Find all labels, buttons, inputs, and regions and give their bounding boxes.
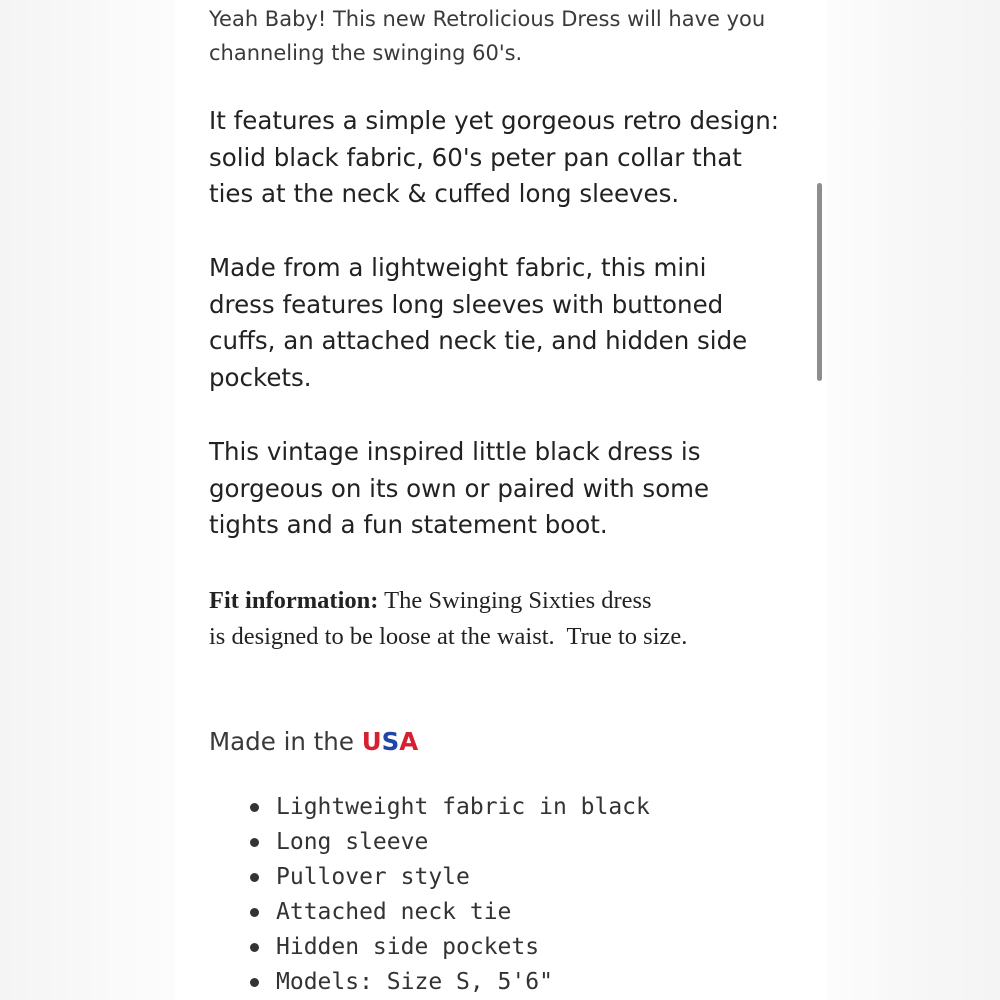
usa-letter-a: A bbox=[399, 727, 419, 756]
paragraph-line: gorgeous on its own or paired with some bbox=[209, 473, 710, 503]
intro-line: Yeah Baby! This new Retrolicious Dress will have you bbox=[209, 7, 766, 31]
fit-label: Fit information: bbox=[209, 587, 379, 614]
bullet-icon bbox=[250, 803, 259, 812]
paragraph-line: dress features long sleeves with buttoned bbox=[209, 289, 724, 319]
paragraph-line: pockets. bbox=[209, 362, 312, 392]
feature-text: Lightweight fabric in black bbox=[276, 794, 650, 820]
intro-line: channeling the swinging 60's. bbox=[209, 41, 523, 65]
bullet-icon bbox=[250, 838, 259, 847]
feature-text: Pullover style bbox=[276, 864, 470, 890]
paragraph-line: This vintage inspired little black dress is bbox=[209, 437, 701, 466]
fit-text: The Swinging Sixties dress bbox=[384, 587, 652, 614]
made-in-prefix: Made in the bbox=[209, 727, 362, 756]
feature-text: Models: Size S, 5'6" bbox=[276, 969, 553, 995]
intro-text bbox=[209, 2, 799, 70]
list-item bbox=[209, 860, 650, 895]
made-in-usa bbox=[209, 722, 418, 762]
list-item bbox=[209, 930, 650, 965]
design-paragraph bbox=[209, 103, 799, 213]
fit-text: is designed to be loose at the waist. True to size. bbox=[209, 623, 688, 650]
usa-letter-u: U bbox=[361, 727, 382, 756]
product-description-panel bbox=[176, 0, 826, 1000]
paragraph-line: cuffs, an attached neck tie, and hidden side bbox=[209, 326, 748, 355]
list-item bbox=[209, 790, 650, 825]
bullet-icon bbox=[250, 908, 259, 917]
paragraph-line: solid black fabric, 60's peter pan collar that bbox=[209, 142, 742, 172]
bullet-icon bbox=[250, 978, 259, 987]
styling-paragraph bbox=[209, 434, 799, 544]
paragraph-line: ties at the neck & cuffed long sleeves. bbox=[209, 179, 680, 208]
feature-text: Long sleeve bbox=[276, 829, 429, 855]
paragraph-line: It features a simple yet gorgeous retro design: bbox=[209, 106, 779, 135]
fit-information bbox=[209, 583, 769, 655]
bullet-icon bbox=[250, 943, 259, 952]
bullet-icon bbox=[250, 873, 259, 882]
scrollbar-thumb[interactable] bbox=[817, 183, 822, 381]
list-item bbox=[209, 825, 650, 860]
feature-text: Hidden side pockets bbox=[276, 934, 540, 960]
paragraph-line: tights and a fun statement boot. bbox=[209, 510, 608, 539]
feature-text: Attached neck tie bbox=[276, 899, 512, 925]
feature-list bbox=[209, 790, 650, 1000]
list-item bbox=[209, 895, 650, 930]
list-item bbox=[209, 965, 650, 1000]
usa-letter-s: S bbox=[381, 727, 400, 756]
fabric-paragraph bbox=[209, 250, 799, 396]
paragraph-line: Made from a lightweight fabric, this mini bbox=[209, 253, 707, 282]
